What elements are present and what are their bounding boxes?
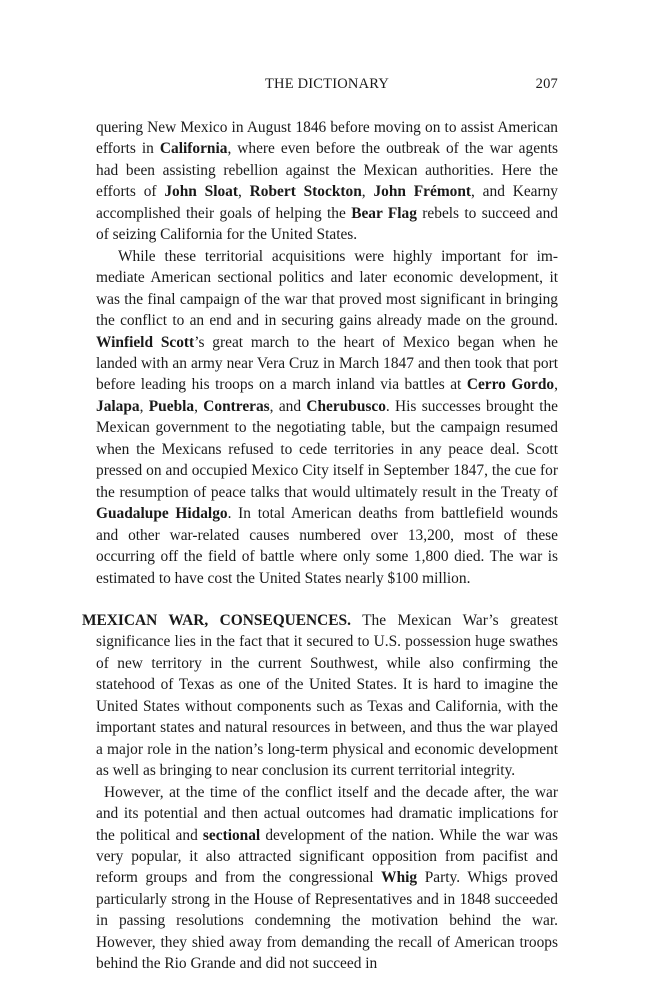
text-run: , and	[269, 397, 307, 415]
text-run: rebels to succeed and of seizing California for the United States.	[96, 204, 558, 244]
cross-reference-robert-stockton: Robert Stockton	[249, 183, 362, 201]
text-run: ’s great march to the heart of Mexico began when he landed with an army near Vera Cruz in March 1847 and then took that port before leading his troops on a march inland via battles at	[96, 333, 558, 394]
body-text	[82, 117, 559, 975]
text-run: ,	[194, 397, 204, 415]
cross-reference-jalapa: Jalapa	[96, 397, 140, 415]
paragraph-campaign	[96, 246, 558, 589]
text-run: ,	[361, 183, 374, 201]
paragraph-continued	[96, 117, 558, 246]
text-run: , where even before the outbreak of the war agents had been assisting rebellion against the Mexican authorities. Here the efforts of	[96, 140, 558, 201]
cross-reference-john-fremont: John Frémont	[373, 183, 472, 201]
cross-reference-winfield-scott: Winfield Scott	[96, 333, 195, 351]
cross-reference-contreras: Contreras	[203, 397, 270, 415]
text-run: The Mexican War’s greatest significance lies in the fact that it secured to U.S. possession huge swathes of new territory in the current Southwest, while also confirming the statehood of Texas as one of the United States. It is hard to imagine the United States without components such as Texas and California, with the important states and natural resources in between, and thus the war played a major role in the nation’s long-term physical and economic development as well as bringing to near conclusion its current territorial integrity.	[96, 611, 558, 780]
running-title: THE DICTIONARY	[264, 76, 390, 92]
cross-reference-sectional: sectional	[202, 826, 261, 844]
page-number: 207	[535, 76, 558, 92]
cross-reference-whig: Whig	[381, 869, 418, 887]
text-run: . In total American deaths from battlefield wounds and other war-related causes numbered over 13,200, most of these occurring off the field of battle where only some 1,800 died. The war is estimated to have cost the United States nearly $100 million.	[96, 505, 558, 587]
cross-reference-puebla: Puebla	[148, 397, 195, 415]
text-run: ,	[139, 397, 149, 415]
text-run: ,	[238, 183, 250, 201]
text-run: While these territorial acquisitions were highly important for immediate American sectional politics and later economic development, it was the final campaign of the war that proved most significant in bringing the conflict to an end and in securing gains already made on the ground.	[96, 247, 558, 330]
text-run: . His successes brought the Mexican government to the negotiating table, but the campaign resumed when the Mexicans refused to cede territories in any peace deal. Scott pressed on and occupied Mexico City itself in September 1847, the cue for the resumption of peace talks that would ultimately result in the Treaty of	[96, 397, 558, 501]
running-head	[96, 76, 558, 96]
cross-reference-cherubusco: Cherubusco	[306, 397, 386, 415]
entry-headword: MEXICAN WAR, CONSEQUENCES.	[82, 611, 351, 629]
text-run: quering New Mexico in August 1846 before moving on to assist American efforts in	[96, 119, 558, 158]
cross-reference-john-sloat: John Sloat	[164, 183, 238, 201]
paragraph-opposition	[82, 782, 558, 975]
cross-reference-california: California	[159, 140, 228, 158]
text-run: ,	[554, 376, 558, 394]
cross-reference-guadalupe-hidalgo: Guadalupe Hidalgo	[96, 505, 228, 523]
text-run: Party. Whigs proved particularly strong in the House of Representatives and in 1848 succeeded in passing resolutions condemning the motivation behind the war. However, they shied away from demanding the recall of American troops behind the Rio Grande and did not succeed in	[96, 869, 558, 973]
cross-reference-cerro-gordo: Cerro Gordo	[466, 376, 555, 394]
dictionary-entry	[82, 610, 558, 782]
cross-reference-bear-flag: Bear Flag	[351, 204, 417, 222]
text-run: , and Kearny accomplished their goals of helping the	[96, 183, 559, 222]
text-run: However, at the time of the conflict itself and the decade after, the war and its potential and then actual outcomes had dramatic implications for the political and	[96, 783, 558, 844]
text-run: development of the nation. While the war was very popular, it also attracted significant opposition from pacifist and reform groups and from the congressional	[96, 826, 558, 887]
